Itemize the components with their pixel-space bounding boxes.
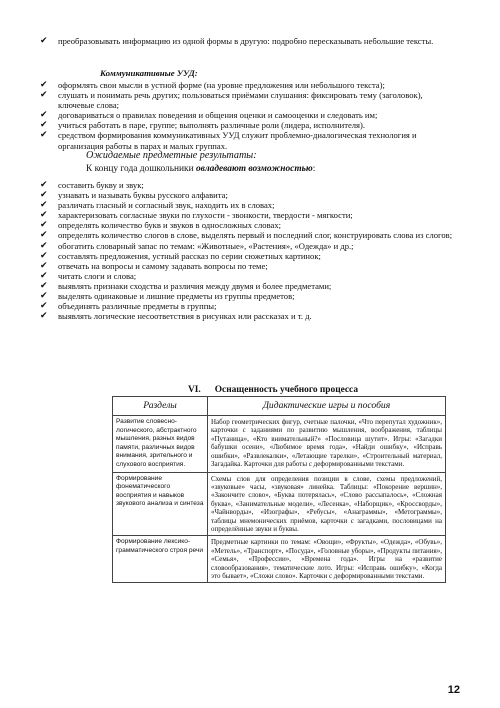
checkmark-icon: ✔ — [40, 240, 48, 251]
checkmark-icon: ✔ — [40, 90, 48, 101]
list-item: ✔ оформлять свои мысли в устной форме (на уровне предложения или небольшого текста); — [40, 80, 385, 90]
table-row — [113, 416, 446, 473]
list-item: ✔ читать слоги и слова; — [40, 270, 137, 281]
table-cell-section: Формирование лексико-грамматического строя речи — [113, 536, 208, 583]
list-item: ✔ узнавать и называть буквы русского алфавита; — [40, 190, 228, 201]
checkmark-icon: ✔ — [40, 220, 48, 231]
table-header-materials: Дидактические игры и пособия — [208, 397, 446, 416]
results-intro: К концу года дошкольники овладевают возможностью: — [86, 164, 316, 174]
table-header-row — [113, 397, 446, 416]
table-cell-section: Развитие словесно-логического, абстрактного мышления, разных видов памяти, различных видов внимания, зрительного и слухового восприятия. — [113, 416, 208, 473]
bullet-list-top — [0, 36, 500, 46]
results-heading: Ожидаемые предметные результаты: — [86, 150, 257, 161]
checkmark-icon: ✔ — [40, 260, 48, 271]
table-cell-content: Схемы слов для определения позиции в слове, схемы предложений, «звуковые» часы, «звуковая» линейка. Таблицы: «Покорение вершин», «Закончите слово», «Буква потерялась», «Слово рассыпалось», «Сложная буква», «Занимательные модели», «Лесенка», «Наборщик», «Кроссворды», «Чайнворды», «Изографы», «Ребусы», «Анаграммы», «Метограммы», таблицы мнемонических приёмов, карточки с загадками, пословицами на определённые звуки и буквы. — [208, 472, 446, 536]
checkmark-icon: ✔ — [40, 250, 48, 261]
bullet-list-results — [0, 180, 500, 321]
communicative-heading: Коммуникативные УУД: — [100, 68, 198, 78]
list-item: ✔ обогатить словарный запас по темам: «Животные», «Растения», «Одежда» и др.; — [40, 240, 354, 251]
list-item: ✔ средством формирования коммуникативных УУД служит проблемно-диалогическая технология и организация работы в парах и малых группах. — [40, 130, 417, 151]
checkmark-icon: ✔ — [40, 180, 48, 190]
checkmark-icon: ✔ — [40, 80, 48, 90]
checkmark-icon: ✔ — [40, 301, 48, 312]
table-cell-section: Формирование фонематического восприятия и навыков звукового анализа и синтеза — [113, 472, 208, 536]
checkmark-icon: ✔ — [40, 200, 48, 211]
checkmark-icon: ✔ — [40, 36, 48, 46]
table-header-sections: Разделы — [113, 397, 208, 416]
checkmark-icon: ✔ — [40, 270, 48, 281]
list-item: ✔ выделять одинаковые и лишние предметы из группы предметов; — [40, 291, 295, 302]
equipment-table — [112, 396, 446, 583]
checkmark-icon: ✔ — [40, 120, 48, 131]
table-row — [113, 472, 446, 536]
list-item: ✔ выявлять признаки сходства и различия между двумя и более предметами; — [40, 280, 332, 291]
list-item: ✔ слушать и понимать речь других; пользоваться приёмами слушания: фиксировать тему (заголовок), ключевые слова; — [40, 90, 423, 111]
list-item: ✔ составить букву и звук; — [40, 180, 144, 190]
section-title: VI. Оснащенность учебного процесса — [188, 385, 359, 395]
bullet-list-communicative — [0, 80, 500, 151]
checkmark-icon: ✔ — [40, 291, 48, 302]
list-item: ✔ преобразовывать информацию из одной формы в другую: подробно пересказывать небольшие тексты. — [40, 36, 434, 46]
list-item: ✔ отвечать на вопросы и самому задавать вопросы по теме; — [40, 260, 268, 271]
list-item: ✔ выявлять логические несоответствия в рисунках или рассказах и т. д. — [40, 311, 312, 322]
table-cell-content: Предметные картинки по темам: «Овощи», «Фрукты», «Одежда», «Обувь», «Метель», «Транспорт», «Посуда», «Головные уборы», «Продукты питания», «Семья», «Профессии», «Времена года». Игры на «развитие словообразования», тематические лото. Игры: «Исправь ошибку», «Когда это бывает», «Сложи слово». Карточки с деформированными текстами. — [208, 536, 446, 583]
list-item: ✔ объединять различные предметы в группы; — [40, 301, 217, 312]
list-item: ✔ определять количество слогов в слове, выделять первый и последний слог, конструировать слова из слогов; — [40, 230, 453, 241]
checkmark-icon: ✔ — [40, 210, 48, 221]
list-item: ✔ различать гласный и согласный звук, находить их в словах; — [40, 200, 275, 211]
checkmark-icon: ✔ — [40, 130, 48, 141]
list-item: ✔ составлять предложения, устный рассказ по серии сюжетных картинок; — [40, 250, 321, 261]
list-item: ✔ характеризовать согласные звуки по глухости - звонкости, твердости - мягкости; — [40, 210, 353, 221]
table-row — [113, 536, 446, 583]
page-number: 12 — [447, 684, 460, 696]
list-item: ✔ определять количество букв и звуков в односложных словах; — [40, 220, 282, 231]
checkmark-icon: ✔ — [40, 311, 48, 322]
list-item: ✔ учиться работать в паре, группе; выполнять различные роли (лидера, исполнителя). — [40, 120, 366, 131]
checkmark-icon: ✔ — [40, 230, 48, 241]
checkmark-icon: ✔ — [40, 110, 48, 121]
list-item: ✔ договариваться о правилах поведения и общения оценки и самооценки и следовать им; — [40, 110, 378, 121]
checkmark-icon: ✔ — [40, 190, 48, 201]
table-cell-content: Набор геометрических фигур, счетные палочки, «Что перепутал художник», карточки с заданиями по развитию мышления, воображения, таблицы «Путаница», «Кто внимательный?» «Пословица шутит». Игры: «Загадки бабушки осени», «Любимое время года», «Найди ошибку», «Исправь ошибки», «Развлекалки», «Летающие тарелки», «Строительный материал, Загадайка. Карточки для работы с деформированными текстами. — [208, 416, 446, 473]
checkmark-icon: ✔ — [40, 280, 48, 291]
